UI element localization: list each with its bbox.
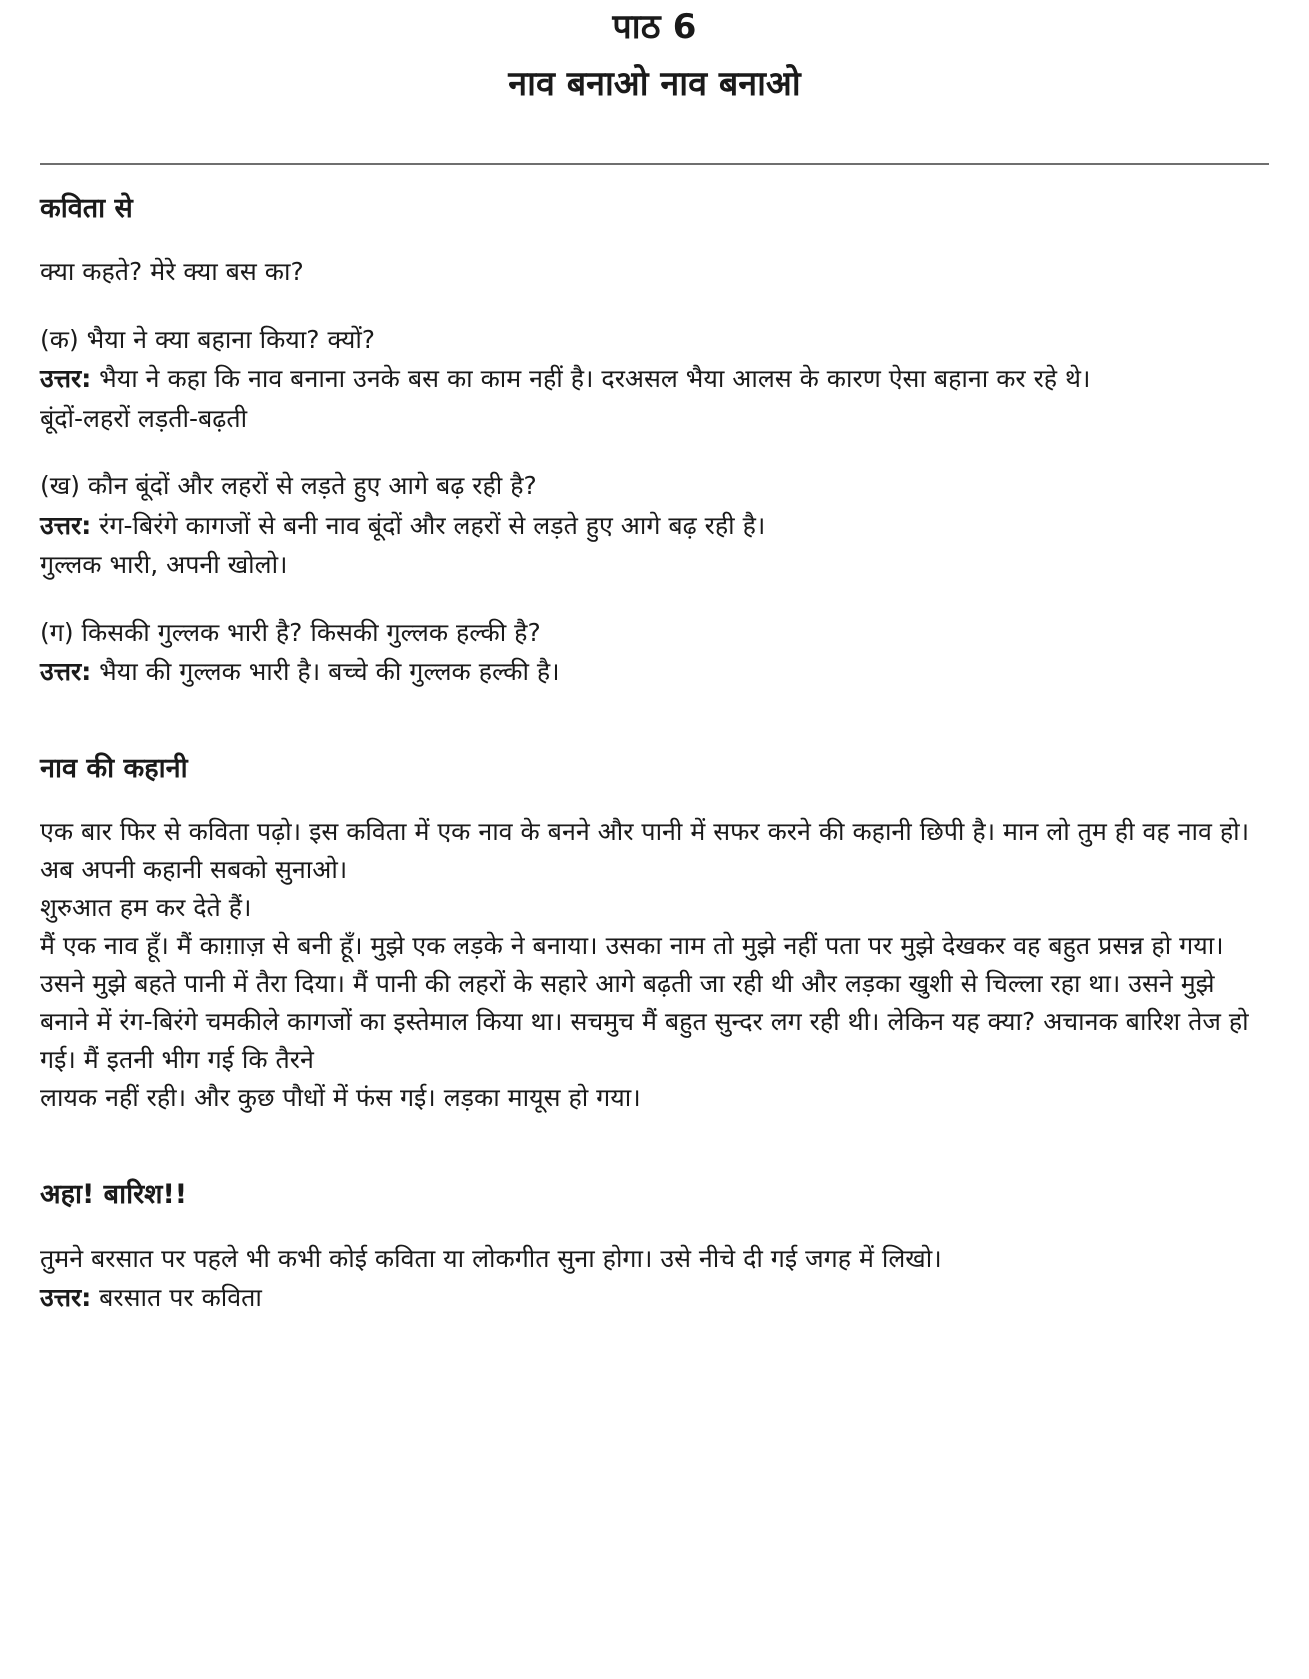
paragraph: लायक नहीं रही। और कुछ पौधों में फंस गई। लड़का मायूस हो गया। xyxy=(40,1083,641,1113)
answer-label: उत्तर: xyxy=(40,657,92,687)
poem-line: बूंदों-लहरों लड़ती-बढ़ती xyxy=(40,403,248,433)
answer-text xyxy=(40,360,1269,398)
answer-body: भैया ने कहा कि नाव बनाना उनके बस का काम नहीं है। दरअसल भैया आलस के कारण ऐसा बहाना कर रहे थे। xyxy=(91,364,1091,394)
question-text: (क) भैया ने क्या बहाना किया? क्यों? xyxy=(40,324,376,354)
section-aha-barish xyxy=(40,1177,1269,1316)
answer-body: रंग-बिरंगे कागजों से बनी नाव बूंदों और लहरों से लड़ते हुए आगे बढ़ रही है। xyxy=(91,510,766,540)
qa-item xyxy=(40,321,1269,438)
section-intro: क्या कहते? मेरे क्या बस का? xyxy=(40,257,304,287)
horizontal-divider xyxy=(40,163,1269,165)
answer-body: भैया की गुल्लक भारी है। बच्चे की गुल्लक हल्की है। xyxy=(91,657,560,687)
section-body xyxy=(40,813,1269,1117)
qa-item xyxy=(40,614,1269,691)
page-subtitle: नाव बनाओ नाव बनाओ xyxy=(508,63,801,104)
section-spacer xyxy=(40,1117,1269,1151)
section-spacer xyxy=(40,691,1269,725)
paragraph: मैं एक नाव हूँ। मैं काग़ाज़ से बनी हूँ। मुझे एक लड़के ने बनाया। उसका नाम तो मुझे नहीं पता पर मुझे देखकर वह बहुत प्रसन्न हो गया। उसने मुझे बहते पानी में तैरा दिया। मैं पानी की लहरों के सहारे आगे बढ़ती जा रही थी और लड़का खुशी से चिल्ला रहा था। उसने मुझे बनाने में रंग-बिरंगे चमकीले कागजों का इस्तेमाल किया था। सचमुच मैं बहुत सुन्दर लग रही थी। लेकिन यह क्या? अचानक बारिश तेज हो गई। मैं इतनी भीग गई कि तैरने xyxy=(40,931,1249,1075)
answer-text xyxy=(40,507,1269,545)
poem-line: गुल्लक भारी, अपनी खोलो। xyxy=(40,550,288,580)
section-heading: कविता से xyxy=(40,193,133,224)
document-page xyxy=(0,6,1309,1337)
paragraph: शुरुआत हम कर देते हैं। xyxy=(40,893,252,923)
answer-text xyxy=(40,1279,1269,1317)
paragraph: एक बार फिर से कविता पढ़ो। इस कविता में एक नाव के बनने और पानी में सफर करने की कहानी छिपी है। मान लो तुम ही वह नाव हो। अब अपनी कहानी सबको सुनाओ। xyxy=(40,817,1250,885)
section-heading: नाव की कहानी xyxy=(40,752,188,784)
qa-item xyxy=(40,467,1269,584)
page-title: पाठ 6 xyxy=(612,7,697,47)
answer-text xyxy=(40,653,1269,691)
section-naav-ki-kahani xyxy=(40,751,1269,1117)
answer-label: उत्तर: xyxy=(40,364,92,394)
question-text: (ग) किसकी गुल्लक भारी है? किसकी गुल्लक हल्की है? xyxy=(40,617,541,647)
question-text: (ख) कौन बूंदों और लहरों से लड़ते हुए आगे बढ़ रही है? xyxy=(40,471,537,501)
answer-label: उत्तर: xyxy=(40,1283,92,1313)
section-kavita-se xyxy=(40,191,1269,691)
answer-body: बरसात पर कविता xyxy=(91,1283,262,1313)
answer-label: उत्तर: xyxy=(40,510,92,540)
paragraph: तुमने बरसात पर पहले भी कभी कोई कविता या लोकगीत सुना होगा। उसे नीचे दी गई जगह में लिखो। xyxy=(40,1243,942,1273)
section-heading: अहा! बारिश!! xyxy=(40,1179,188,1211)
